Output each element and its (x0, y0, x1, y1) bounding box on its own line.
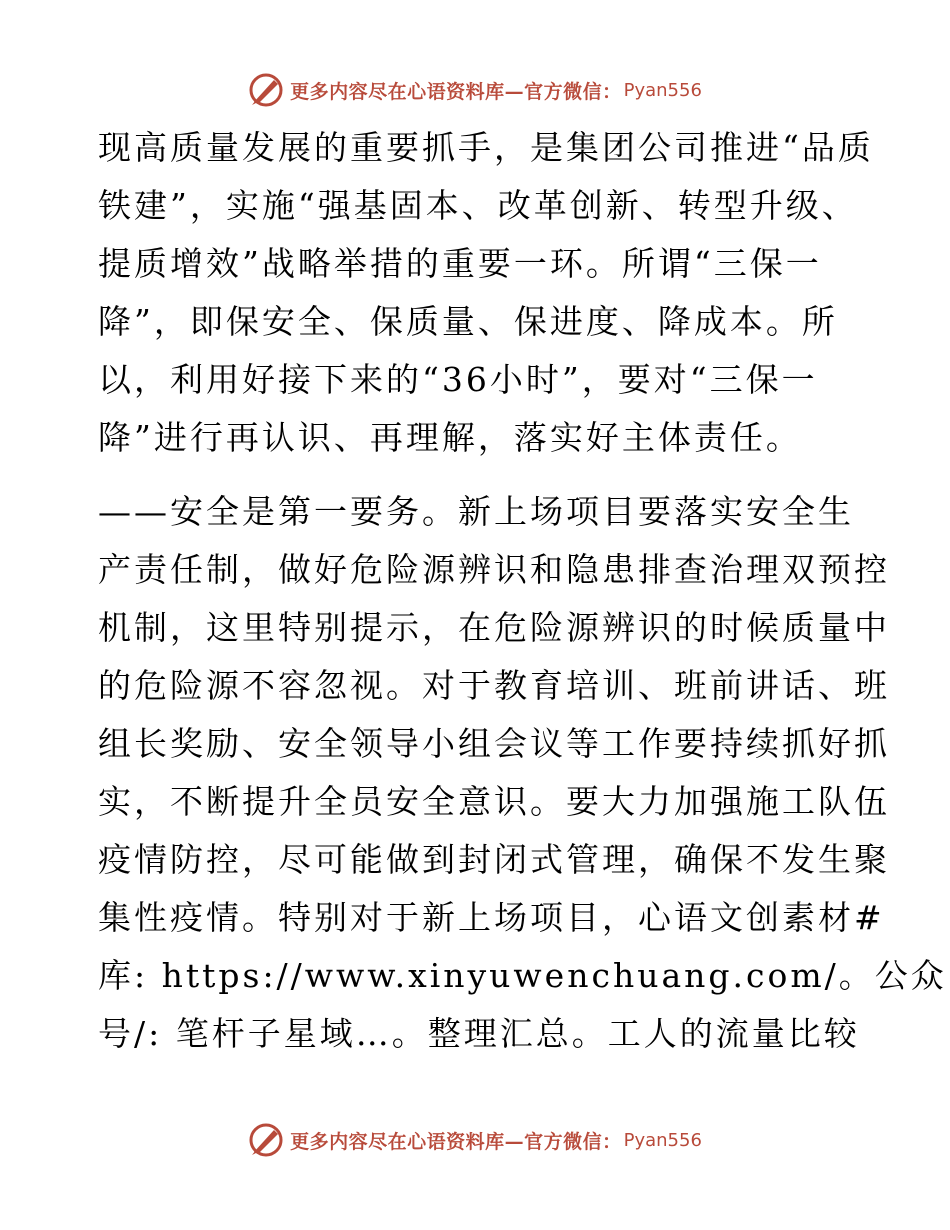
header-banner (0, 70, 950, 110)
header-banner-text: 更多内容尽在心语资料库—官方微信： (290, 80, 622, 103)
pen-logo-icon (248, 1122, 284, 1158)
pen-logo-icon (248, 72, 284, 108)
text-line: ——安全是第一要务。新上场项目要落实安全生 (98, 492, 854, 531)
footer-wechat-id: Pyan556 (623, 1129, 702, 1151)
text-line: 以，利用好接下来的“36小时”，要对“三保一 (98, 360, 818, 399)
text-line: 集性疫情。特别对于新上场项目，心语文创素材# (98, 898, 885, 937)
text-line: 疫情防控，尽可能做到封闭式管理，确保不发生聚 (98, 840, 890, 879)
paragraph-2 (98, 483, 947, 1063)
text-line: 降”，即保安全、保质量、保进度、降成本。所 (98, 302, 838, 341)
text-line: 实，不断提升全员安全意识。要大力加强施工队伍 (98, 782, 890, 821)
text-line: 库: https://www.xinyuwenchuang.com/。公众 (98, 956, 947, 995)
footer-banner (0, 1120, 950, 1160)
footer-banner-text: 更多内容尽在心语资料库—官方微信： (290, 1130, 622, 1153)
text-line: 降”进行再认识、再理解，落实好主体责任。 (98, 418, 802, 457)
text-line: 机制，这里特别提示，在危险源辨识的时候质量中 (98, 608, 890, 647)
text-line: 的危险源不容忽视。对于教育培训、班前讲话、班 (98, 666, 890, 705)
text-line: 提质增效”战略举措的重要一环。所谓“三保一 (98, 244, 822, 283)
text-line: 铁建”，实施“强基固本、改革创新、转型升级、 (98, 186, 858, 225)
text-line: 现高质量发展的重要抓手，是集团公司推进“品质 (98, 128, 874, 167)
paragraph-1 (98, 119, 874, 467)
text-line: 组长奖励、安全领导小组会议等工作要持续抓好抓 (98, 724, 890, 763)
header-wechat-id: Pyan556 (623, 79, 702, 101)
text-line: 产责任制，做好危险源辨识和隐患排查治理双预控 (98, 550, 890, 589)
text-line: 号/: 笔杆子星域…。整理汇总。工人的流量比较 (98, 1014, 860, 1053)
